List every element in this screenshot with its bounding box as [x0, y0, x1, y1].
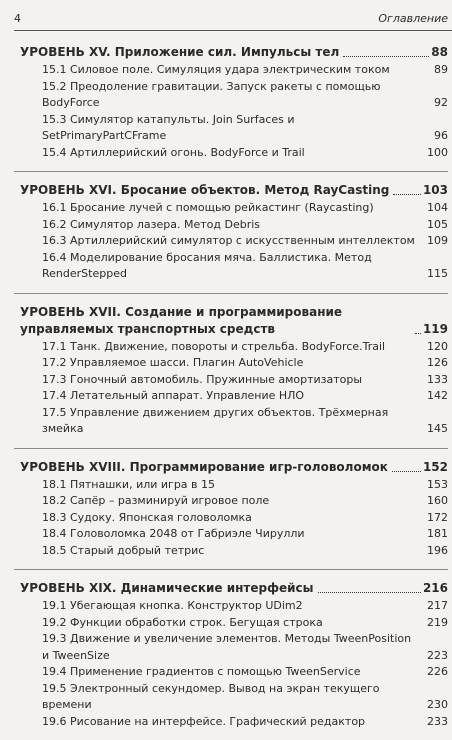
page-header — [0, 12, 452, 28]
toc-entry — [42, 477, 448, 494]
toc-entry — [42, 145, 448, 162]
entry-title: 19.5 Электронный секундомер. Вывод на экран текущего времени — [42, 681, 380, 711]
entry-title: 18.3 Судоку. Японская головоломка — [42, 510, 252, 524]
entry-page: 172 — [427, 510, 448, 524]
entry-title: 18.4 Головоломка 2048 от Габриэле Чирулли — [42, 527, 305, 540]
toc-entry — [42, 631, 448, 664]
entry-title: 16.2 Симулятор лазера. Метод Debris — [42, 217, 261, 231]
toc-entry — [42, 493, 448, 510]
chapter-divider — [14, 171, 448, 172]
toc-entry — [42, 615, 448, 632]
chapter-16 — [20, 182, 448, 294]
entry-title: 17.4 Летательный аппарат. Управление НЛО — [42, 389, 305, 402]
entry-title: 16.3 Артиллерийский симулятор с искусственным интеллектом — [42, 234, 415, 247]
header-rule — [14, 30, 452, 31]
entry-title: 18.1 Пятнашки, или игра в 15 — [42, 477, 216, 491]
entry-page: 104 — [427, 201, 448, 214]
entry-title: 19.6 Рисование на интерфейсе. Графический редактор — [42, 714, 366, 728]
entry-title: 17.2 Управляемое шасси. Плагин AutoVehicle — [42, 356, 304, 369]
entry-page: 96 — [434, 129, 448, 142]
entry-page: 120 — [427, 339, 448, 353]
chapter-divider — [14, 569, 448, 570]
entry-title: 18.5 Старый добрый тетрис — [42, 543, 205, 557]
toc-entry — [42, 543, 448, 560]
chapter-page: 103 — [422, 183, 448, 197]
chapter-heading — [20, 182, 448, 199]
entry-title: 19.2 Функции обработки строк. Бегущая строка — [42, 615, 323, 629]
entry-page: 89 — [434, 63, 448, 76]
entry-page: 217 — [427, 599, 448, 612]
toc-entry — [42, 598, 448, 615]
entry-title: 19.1 Убегающая кнопка. Конструктор UDim2 — [42, 599, 303, 612]
entry-title: 17.5 Управление движением других объектов. Трёхмерная змейка — [42, 405, 389, 435]
table-of-contents — [20, 44, 448, 740]
entry-title: 19.3 Движение и увеличение элементов. Методы TweenPosition и TweenSize — [42, 632, 412, 662]
toc-entry — [42, 714, 448, 731]
chapter-19 — [20, 580, 448, 730]
entry-page: 160 — [427, 494, 448, 507]
entry-title: 18.2 Сапёр – разминируй игровое поле — [42, 494, 270, 507]
entry-page: 233 — [427, 714, 448, 728]
entry-title: 16.4 Моделирование бросания мяча. Баллистика. Метод RenderStepped — [42, 250, 372, 280]
chapter-title: УРОВЕНЬ XVI. Бросание объектов. Метод RayCasting — [20, 183, 390, 197]
toc-entry — [42, 339, 448, 356]
entry-page: 115 — [427, 267, 448, 280]
chapter-divider — [14, 293, 448, 294]
toc-entry — [42, 372, 448, 389]
toc-entry — [42, 62, 448, 79]
entry-title: 15.1 Силовое поле. Симуляция удара электрическим током — [42, 63, 390, 76]
entry-title: 15.2 Преодоление гравитации. Запуск ракеты с помощью BodyForce — [42, 79, 381, 109]
entry-page: 100 — [427, 145, 448, 159]
toc-entry — [42, 510, 448, 527]
leader-dots — [318, 592, 421, 593]
entry-page: 153 — [427, 477, 448, 491]
toc-entry — [42, 217, 448, 234]
entry-page: 223 — [427, 648, 448, 662]
entry-page: 126 — [427, 356, 448, 369]
leader-dots — [393, 194, 421, 195]
entry-title: 15.4 Артиллерийский огонь. BodyForce и Trail — [42, 145, 305, 159]
entry-title: 17.1 Танк. Движение, повороты и стрельба. BodyForce.Trail — [42, 339, 386, 353]
toc-entry — [42, 200, 448, 217]
chapter-heading — [20, 459, 448, 476]
chapter-title: УРОВЕНЬ XIX. Динамические интерфейсы — [20, 581, 314, 595]
toc-entry — [42, 250, 448, 283]
chapter-heading — [20, 580, 448, 597]
chapter-18 — [20, 459, 448, 571]
entry-page: 105 — [427, 217, 448, 231]
chapter-17 — [20, 304, 448, 449]
entry-title: 15.3 Симулятор катапульты. Join Surfaces и SetPrimaryPartCFrame — [42, 112, 295, 142]
entry-page: 226 — [427, 665, 448, 678]
entry-page: 181 — [427, 527, 448, 540]
toc-entry — [42, 526, 448, 543]
chapter-title: УРОВЕНЬ XV. Приложение сил. Импульсы тел — [20, 45, 340, 59]
entry-title: 17.3 Гоночный автомобиль. Пружинные амортизаторы — [42, 372, 363, 386]
toc-entry — [42, 388, 448, 405]
entry-page: 142 — [427, 389, 448, 402]
toc-entry — [42, 355, 448, 372]
entry-page: 219 — [427, 615, 448, 629]
leader-dots — [392, 471, 421, 472]
chapter-page: 119 — [422, 321, 448, 336]
toc-entry — [42, 233, 448, 250]
toc-entry — [42, 79, 448, 112]
entry-page: 230 — [427, 698, 448, 711]
entry-page: 133 — [427, 372, 448, 386]
chapter-page: 216 — [422, 581, 448, 595]
toc-entry — [42, 681, 448, 714]
chapter-page: 88 — [431, 45, 448, 59]
toc-entry — [42, 112, 448, 145]
entry-page: 196 — [427, 543, 448, 557]
chapter-15 — [20, 44, 448, 172]
entry-title: 16.1 Бросание лучей с помощью рейкастинг (Raycasting) — [42, 201, 374, 214]
chapter-title: УРОВЕНЬ XVII. Создание и программирование управляемых транспортных средств — [20, 304, 343, 336]
chapter-title: УРОВЕНЬ XVIII. Программирование игр-головоломок — [20, 459, 388, 474]
chapter-page: 152 — [422, 459, 448, 474]
toc-entry — [42, 664, 448, 681]
entry-page: 92 — [434, 96, 448, 109]
entry-page: 109 — [427, 234, 448, 247]
chapter-heading — [20, 44, 448, 61]
leader-dots — [415, 333, 421, 334]
page-number: 4 — [14, 12, 21, 25]
chapter-divider — [14, 448, 448, 449]
leader-dots — [343, 56, 429, 57]
running-title: Оглавление — [378, 12, 448, 25]
chapter-heading — [20, 304, 448, 338]
entry-page: 145 — [427, 422, 448, 435]
toc-entry — [42, 405, 448, 438]
entry-title: 19.4 Применение градиентов с помощью TweenService — [42, 665, 361, 678]
